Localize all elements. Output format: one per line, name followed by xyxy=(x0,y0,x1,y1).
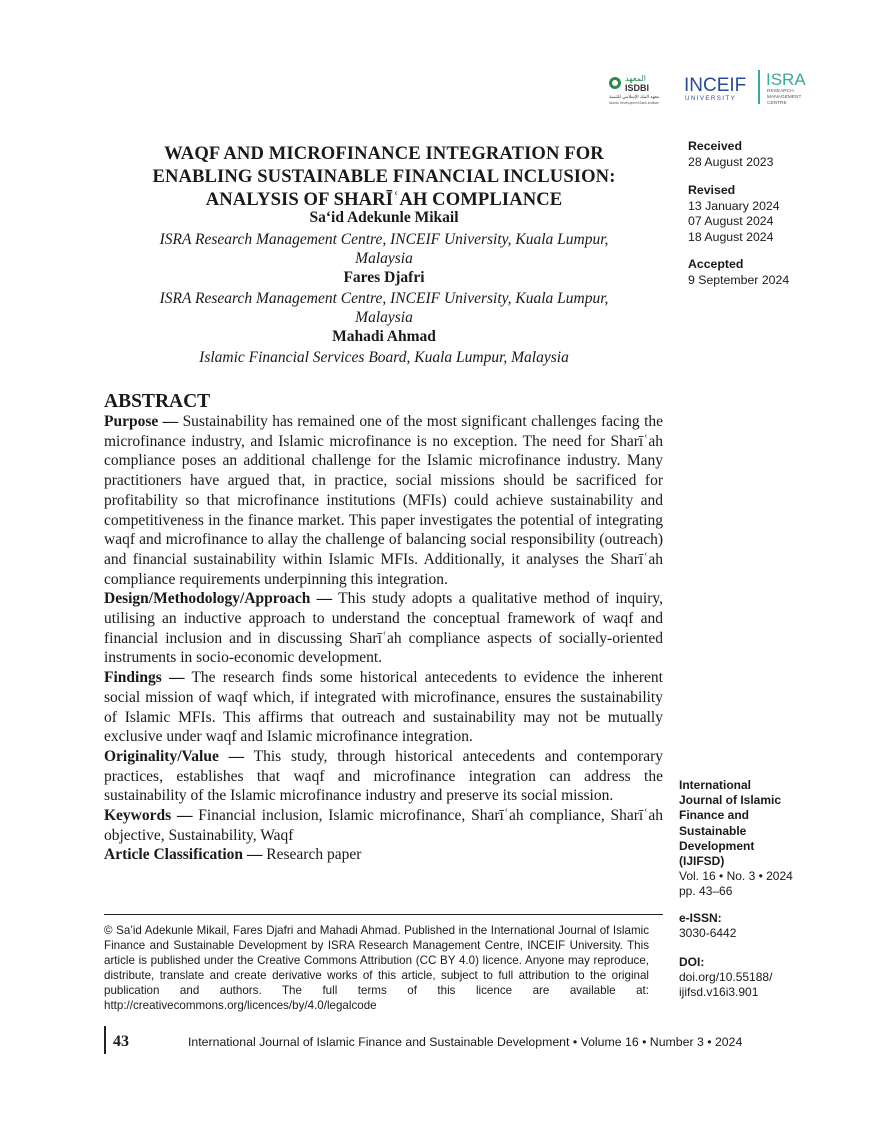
title-line-3: ANALYSIS OF SHARĪʿAH COMPLIANCE xyxy=(205,189,563,210)
author-1-name: Sa‘id Adekunle Mikail xyxy=(309,209,459,226)
abstract-body xyxy=(104,412,663,865)
journal-pages: pp. 43–66 xyxy=(679,884,733,899)
doi-link[interactable]: doi.org/10.55188/ xyxy=(679,970,773,985)
svg-text:UNIVERSITY: UNIVERSITY xyxy=(685,95,737,102)
journal-name-line: Journal of Islamic xyxy=(679,793,782,808)
footer-bar xyxy=(104,1026,106,1054)
author-2-affiliation: ISRA Research Management Centre, INCEIF University, Kuala Lumpur, xyxy=(159,290,609,307)
received-date: 28 August 2023 xyxy=(688,154,774,169)
author-1-affiliation-cont: Malaysia xyxy=(355,250,413,267)
abstract-purpose: Purpose — Sustainability has remained one of the most significant challenges facing the microfinance industry, and Islamic microfinance is no exception. The need for Sharīʿah compliance poses an additional challenge for the Islamic microfinance industry. Many practitioners have argued that, in practice, social missions should be sacrificed for profitability so that microfinance institutions (MFIs) could achieve sustainability and competitiveness in the finance market. This paper investigates the potential of integrating waqf and microfinance to allay the challenge of balancing social responsibility (outreach) and financial sustainability within Islamic MFIs. Additionally, it analyses the Sharīʿah compliance requirements underpinning this integration. xyxy=(104,413,664,588)
revised-date: 13 January 2024 xyxy=(688,198,780,213)
abstract-keywords: Keywords — Financial inclusion, Islamic microfinance, Sharīʿah compliance, Sharīʿah objective, Sustainability, Waqf xyxy=(104,807,663,844)
abstract-heading: ABSTRACT xyxy=(104,391,211,412)
author-3-name: Mahadi Ahmad xyxy=(332,328,436,345)
journal-name-line: Development xyxy=(679,838,755,853)
title-line-2: ENABLING SUSTAINABLE FINANCIAL INCLUSION: xyxy=(152,166,616,187)
eissn-label: e-ISSN: xyxy=(679,911,722,925)
author-3-affiliation: Islamic Financial Services Board, Kuala Lumpur, Malaysia xyxy=(199,349,569,366)
eissn-block xyxy=(679,911,736,941)
doi-block xyxy=(679,955,772,1001)
abstract-findings: Findings — The research finds some historical antecedents to evidence the inherent social mission of waqf which, if integrated with microfinance, ensures the sustainability of Islamic MFIs. This affirms that outreach and sustainability may not be mutually exclusive under waqf and Islamic microfinance integration. xyxy=(104,669,663,746)
received-block xyxy=(688,139,773,170)
journal-name-line: Finance and xyxy=(679,808,750,823)
accepted-label: Accepted xyxy=(688,257,744,271)
revised-date: 18 August 2024 xyxy=(688,229,774,244)
abstract-design: Design/Methodology/Approach — This study adopts a qualitative method of inquiry, utilising an inductive approach to understand the conceptual framework of waqf and financial inclusion and in discussing Sharīʿah compliance aspects of socially-oriented instruments in socio-economic development. xyxy=(104,590,663,667)
abstract-classification: Article Classification — Research paper xyxy=(104,846,362,864)
isdbi-logo xyxy=(608,72,664,106)
revised-block xyxy=(688,183,780,245)
accepted-block xyxy=(688,257,789,288)
svg-text:ISDBI: ISDBI xyxy=(625,83,650,93)
journal-name-line: (IJIFSD) xyxy=(679,854,725,869)
copyright-notice: © Sa’id Adekunle Mikail, Fares Djafri and Mahadi Ahmad. Published in the International Journal of Islamic Finance and Sustainable Development by ISRA Research Management Centre, INCEIF University. This article is published under the Creative Commons Attribution (CC BY 4.0) licence. Anyone may reproduce, distribute, translate and create derivative works of this article, subject to full attribution to the original publication and authors. The full terms of this licence are available at: http://creativecommons.org/licences/by/4.0/legalcode xyxy=(104,924,649,1012)
svg-text:MANAGEMENT: MANAGEMENT xyxy=(767,95,802,100)
eissn-value: 3030-6442 xyxy=(679,926,737,941)
doi-link-cont[interactable]: ijifsd.v16i3.901 xyxy=(679,985,759,1000)
revised-date: 07 August 2024 xyxy=(688,214,774,228)
title-line-1: WAQF AND MICROFINANCE INTEGRATION FOR xyxy=(164,143,604,164)
journal-volume: Vol. 16 • No. 3 • 2024 xyxy=(679,869,793,884)
journal-name-line: Sustainable xyxy=(679,823,747,838)
copyright-rule xyxy=(104,914,663,915)
author-2-name: Fares Djafri xyxy=(343,269,425,286)
page-number: 43 xyxy=(113,1033,129,1050)
accepted-date: 9 September 2024 xyxy=(688,272,790,287)
logo-divider xyxy=(758,70,760,104)
running-footer: International Journal of Islamic Finance and Sustainable Development • Volume 16 • Number 3 • 2024 xyxy=(188,1035,743,1049)
paper-title xyxy=(104,142,664,211)
inceif-logo xyxy=(684,74,748,102)
svg-text:المعهد: المعهد xyxy=(625,74,647,83)
svg-text:CENTRE: CENTRE xyxy=(767,101,787,106)
journal-name-line: International xyxy=(679,778,752,792)
received-label: Received xyxy=(688,139,743,153)
svg-text:RESEARCH: RESEARCH xyxy=(767,89,794,94)
isra-logo xyxy=(766,70,810,106)
svg-text:Islamic Development Bank Insti: Islamic Development Bank Institute xyxy=(609,101,659,105)
doi-label: DOI: xyxy=(679,955,705,969)
journal-info xyxy=(679,778,793,900)
svg-text:ISRA: ISRA xyxy=(766,70,806,89)
author-1-affiliation: ISRA Research Management Centre, INCEIF University, Kuala Lumpur, xyxy=(159,231,609,248)
abstract-originality: Originality/Value — This study, through historical antecedents and contemporary practices, establishes that waqf and microfinance integration can address the sustainability of the Islamic microfinance industry and preserve its social mission. xyxy=(104,747,663,805)
svg-text:معهد البنك الإسلامي للتنمية: معهد البنك الإسلامي للتنمية xyxy=(609,94,660,99)
author-2-affiliation-cont: Malaysia xyxy=(355,309,413,326)
svg-text:INCEIF: INCEIF xyxy=(684,75,747,96)
revised-label: Revised xyxy=(688,183,736,197)
